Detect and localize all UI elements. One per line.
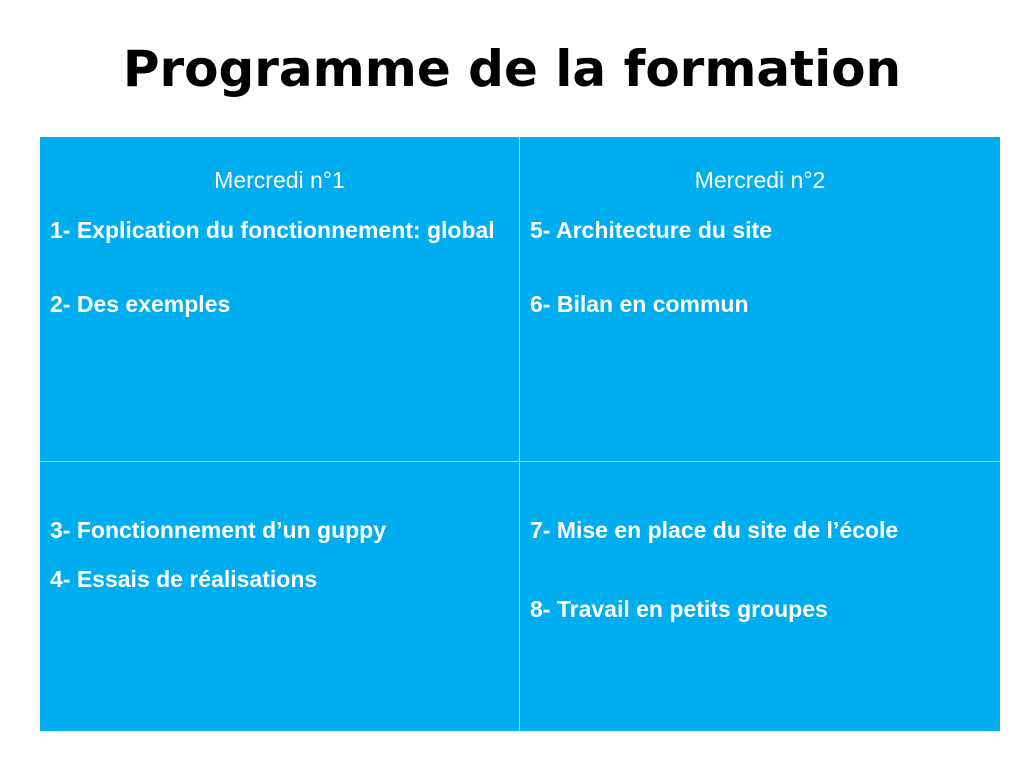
cell-mercredi-2-top [519,137,1000,461]
slide-title: Programme de la formation [122,40,902,98]
cell-mercredi-2-bottom [519,461,1000,731]
program-item-6: 6- Bilan en commun [530,291,749,317]
cell-heading-mercredi-1: Mercredi n°1 [214,167,345,193]
program-item-1: 1- Explication du fonctionnement: global [50,217,495,243]
program-item-7: 7- Mise en place du site de l’école [530,517,899,543]
program-item-2: 2- Des exemples [50,291,231,317]
cell-mercredi-1-bottom [40,461,519,731]
program-item-4: 4- Essais de réalisations [50,566,318,592]
program-table [40,137,1000,731]
cell-mercredi-1-top [40,137,519,461]
program-item-8: 8- Travail en petits groupes [530,596,828,622]
cell-heading-mercredi-2: Mercredi n°2 [694,167,826,193]
program-item-5: 5- Architecture du site [530,217,772,243]
program-item-3: 3- Fonctionnement d’un guppy [50,517,387,543]
